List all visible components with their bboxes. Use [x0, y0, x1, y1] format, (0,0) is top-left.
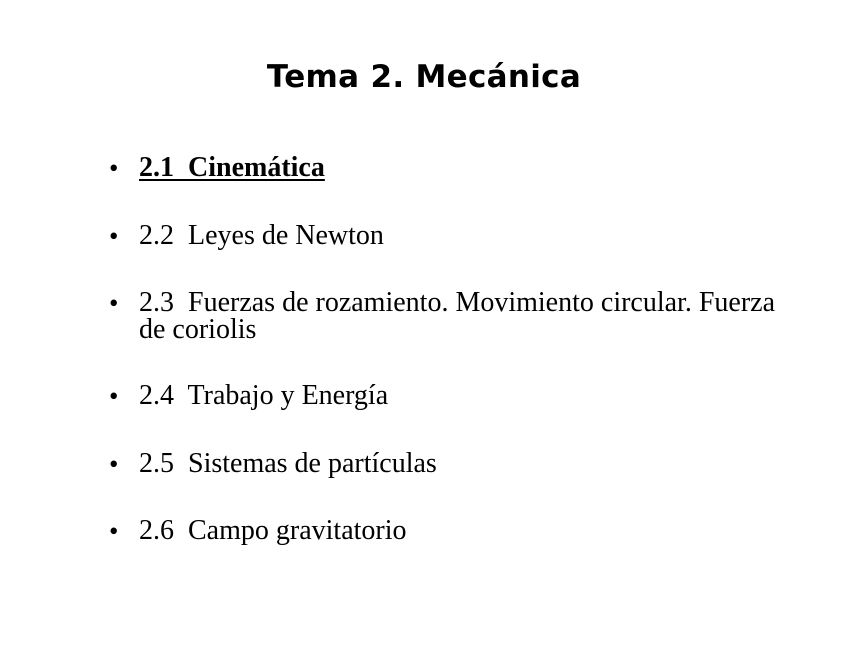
topic-label: Sistemas de partículas [188, 448, 437, 479]
topic-number: 2.3 [139, 287, 174, 318]
topic-label: Campo gravitatorio [188, 515, 407, 546]
topic-text [139, 222, 779, 249]
bullet-icon: • [109, 381, 119, 411]
topic-text [139, 287, 783, 345]
topic-text [139, 154, 779, 181]
topic-number: 2.6 [139, 515, 174, 546]
topic-label: Trabajo y Energía [187, 380, 389, 411]
topic-label: Leyes de Newton [188, 220, 384, 251]
topic-text [139, 450, 779, 477]
topic-number: 2.4 [139, 380, 174, 411]
topic-text [139, 517, 779, 544]
topic-label: Cinemática [188, 152, 325, 183]
bullet-icon: • [109, 449, 119, 479]
topic-number: 2.1 [139, 152, 174, 183]
bullet-icon: • [109, 516, 119, 546]
slide-title: Tema 2. Mecánica [266, 59, 582, 95]
topic-number: 2.5 [139, 448, 174, 479]
topic-label: Fuerzas de rozamiento. Movimiento circular. Fuerza de coriolis [139, 287, 783, 345]
topic-number: 2.2 [139, 220, 174, 251]
topic-text [139, 382, 779, 409]
bullet-icon: • [109, 288, 119, 318]
bullet-icon: • [109, 153, 119, 183]
bullet-icon: • [109, 221, 119, 251]
